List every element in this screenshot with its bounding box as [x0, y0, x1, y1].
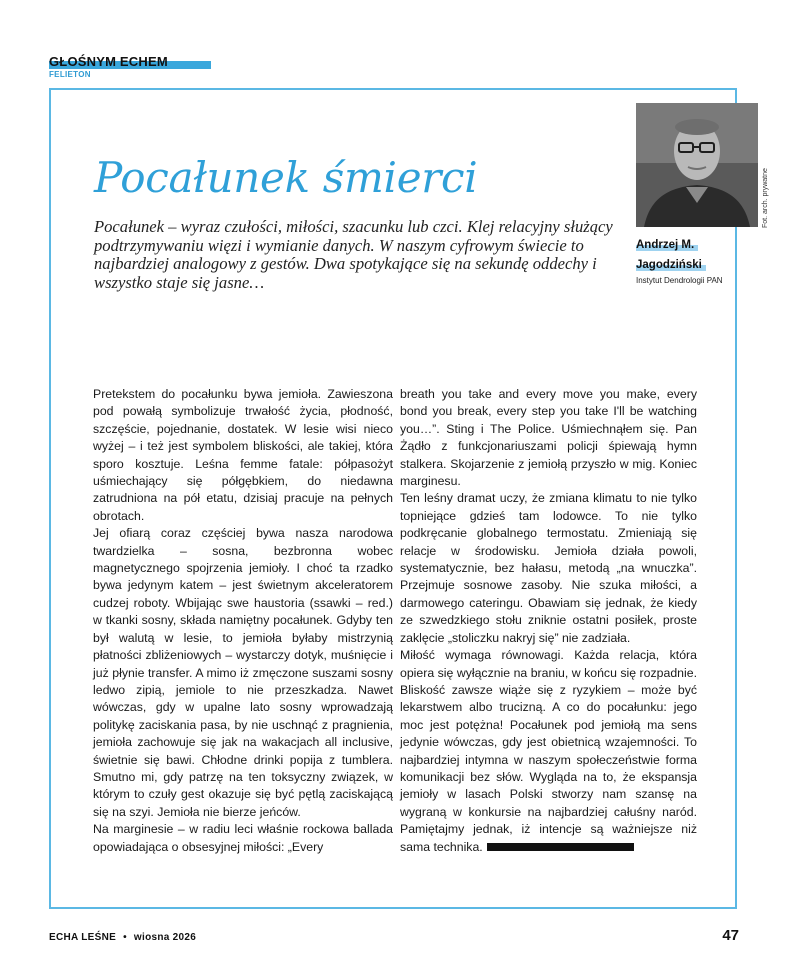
- body-paragraph: Ten leśny dramat uczy, że zmiana klimatu to nie tylko topniejące gdzieś tam lodowce. To nie tylko podkręcanie globalnego termostatu. Zmieniają się relacje w środowisku. Jemioła działa powoli, systematycznie, bez hałasu, metodą „na wnuczka”. Przejmuje sosnowe zasoby. Nie szuka miłości, a darmowego cateringu. Obawiam się jednak, że kiedy ze szwedzkiego stołu zniknie ostatni posiłek, proste zaklęcie „stoliczku nakryj się” nie zadziała.: [400, 491, 697, 645]
- issue-label: wiosna 2026: [133, 932, 197, 943]
- author-portrait-image: [636, 103, 758, 227]
- section-title: GŁOŚNYM ECHEM: [49, 54, 168, 69]
- body-column-left: [93, 386, 393, 856]
- body-paragraph-final-text: Miłość wymaga równowagi. Każda relacja, która opiera się wyłącznie na braniu, w końcu się rozpadnie. Bliskość zawsze wiąże się z ryzykiem – może być lekarstwem albo trucizną. A co do pocałunku: jego moc jest potężna! Pocałunek pod jemiołą ma sens jedynie wówczas, gdy jest obietnicą wzajemności. To najbardziej intymna w naszym społeczeństwie forma komunikacji bez słów. Wygląda na to, że ekspansja jemioły w lasach Polski stworzy nam szansę na wygraną w konkursie na najbardziej całuśny naród. Pamiętajmy jednak, iż intencje są ważniejsze niż sama technika.: [400, 648, 697, 854]
- end-of-article-mark: [487, 843, 634, 851]
- author-name-line1: Andrzej M.: [636, 239, 698, 251]
- body-paragraph: Pretekstem do pocałunku bywa jemioła. Zawieszona pod powałą symbolizuje trwałość życia, płodność, szczęście, pojednanie, dostatek. W lesie wisi nieco wyżej – i też jest symbolem bliskości, ale takiej, która sporo kosztuje. Leśna femme fatale: półpasożyt uśmiechający się półgębkiem, do niedawna zatrudniona na pół etatu, dzisiaj pracuje na pełnych obrotach.: [93, 387, 393, 523]
- body-paragraph: breath you take and every move you make, every bond you break, every step you take I'll be watching you…”. Sting i The Police. Uśmiechnąłem się. Pan Żądło z funkcjonariuszami policji śpiewają hymn stalkera. Skojarzenie z jemiołą przyszło w mig. Koniec marginesu.: [400, 387, 697, 489]
- body-column-right: [400, 386, 697, 856]
- page-number: 47: [722, 927, 739, 944]
- body-paragraph-final: [400, 647, 697, 856]
- footer-magazine: [49, 932, 196, 943]
- article-title: Pocałunek śmierci: [94, 153, 478, 202]
- author-institution: Instytut Dendrologii PAN: [636, 276, 723, 285]
- section-subtitle: FELIETON: [49, 70, 91, 79]
- author-name-line2: Jagodziński: [636, 259, 706, 271]
- author-photo: [636, 103, 758, 227]
- magazine-name: ECHA LEŚNE: [49, 932, 117, 943]
- footer-separator: •: [123, 932, 127, 943]
- author-name: [636, 235, 736, 275]
- photo-credit: Fot. arch. prywatne: [762, 168, 769, 228]
- body-paragraph: Na marginesie – w radiu leci właśnie rockowa ballada opowiadająca o obsesyjnej miłości: „Every: [93, 822, 393, 854]
- body-paragraph: Jej ofiarą coraz częściej bywa nasza narodowa twardzielka – sosna, bezbronna wobec magnetycznego spojrzenia jemioły. I choć ta rzadko bywa jedynym katem – jest świetnym akceleratorem cudzej roboty. Wbijając swe haustoria (ssawki – red.) w tkanki sosny, składa namiętny pocałunek. Gdyby ten był walutą w lesie, to jemioła byłaby mistrzynią płatności zbliżeniowych – wystarczy dotyk, muśnięcie i już płynie transfer. A mimo iż zmęczone suszami sosny ledwo zipią, jemiole to nie przeszkadza. Nawet wówczas, gdy w upalne lato sosny wprowadzają politykę zaciskania pasa, by nie uschnąć z pragnienia, jemioła zachowuje się jak na wakacjach all inclusive, świetnie się bawi. Chłodne drinki popija z tumblera. Smutno mi, gdy patrzę na ten toksyczny związek, w którym to czuły gest okazuje się być pętlą zaciskającą się na szyi. Jemioła nie bierze jeńców.: [93, 526, 393, 819]
- article-lead: Pocałunek – wyraz czułości, miłości, szacunku lub czci. Klej relacyjny służący podtrzymywaniu więzi i wymianie danych. W naszym cyfrowym świecie to najbardziej analogowy z gestów. Dwa spotykające się na sekundę oddechy i wszystko staje się jasne…: [94, 217, 613, 292]
